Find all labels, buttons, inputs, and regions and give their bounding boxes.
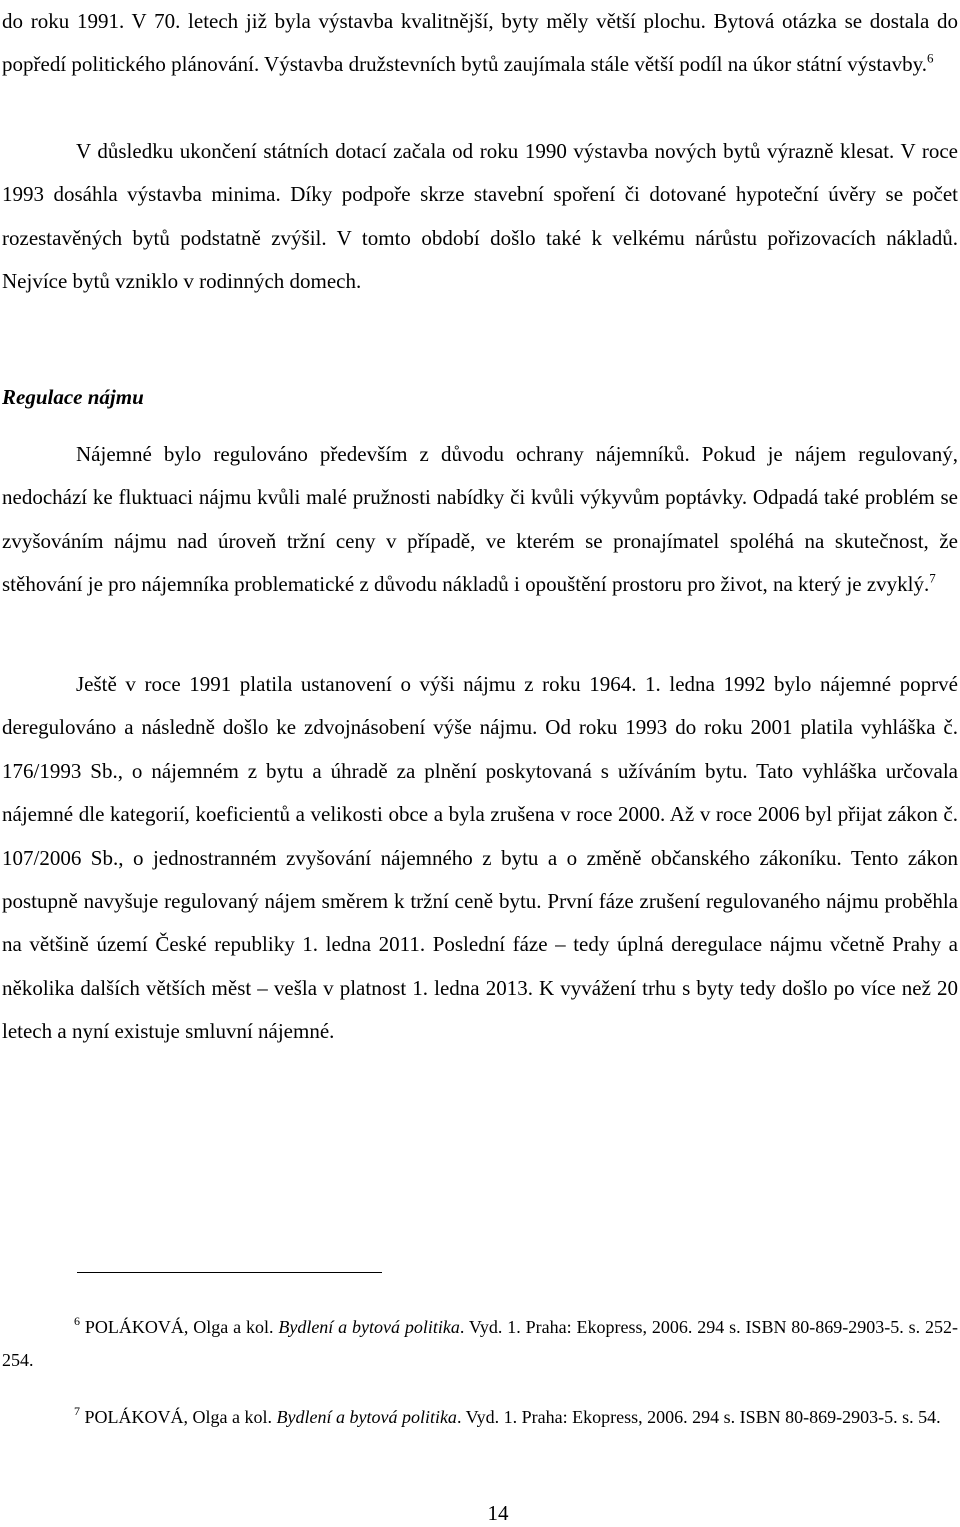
footnote-title: Bydlení a bytová politika [276,1407,457,1427]
section-heading: Regulace nájmu [2,385,144,409]
page-number: 14 [487,1501,509,1525]
footnote-author: POLÁKOVÁ, Olga a kol. [84,1407,272,1427]
footnote-reference[interactable]: 6 [926,50,934,66]
footnote-author: POLÁKOVÁ, Olga a kol. [84,1317,274,1337]
paragraph-rent-regulation [2,433,958,607]
footnote-reference[interactable]: 7 [929,570,936,586]
footnote-separator [77,1272,382,1273]
footnote-number: 7 [74,1404,80,1419]
footnote-details: . Vyd. 1. Praha: Ekopress, 2006. 294 s. ISBN 80-869-2903-5. s. 54. [456,1407,941,1427]
footnote-number: 6 [74,1314,80,1329]
paragraph-housing-decline: V důsledku ukončení státních dotací začala od roku 1990 výstavba nových bytů výrazně klesat. V roce 1993 dosáhla výstavba minima. Díky podpoře skrze stavební spoření či dotované hypoteční úvěry se počet rozestavěných bytů podstatně zvýšil. V tomto období došlo také k velkému nárůstu pořizovacích nákladů. Nejvíce bytů vzniklo v rodinných domech. [2,139,958,294]
paragraph-continuation [2,0,958,87]
paragraph-rent-history: Ještě v roce 1991 platila ustanovení o výši nájmu z roku 1964. 1. ledna 1992 bylo nájemné poprvé deregulováno a následně došlo ke zdvojnásobení výše nájmu. Od roku 1993 do roku 2001 platila vyhláška č. 176/1993 Sb., o nájemném z bytu a úhradě za plnění poskytovaná s užíváním bytu. Tato vyhláška určovala nájemné dle kategorií, koeficientů a velikosti obce a byla zrušena v roce 2000. Až v roce 2006 byl přijat zákon č. 107/2006 Sb., o jednostranném zvyšování nájemného z bytu a o změně občanského zákoníku. Tento zákon postupně navyšuje regulovaný nájem směrem k tržní ceně bytu. První fáze zrušení regulovaného nájmu proběhla na většině území České republiky 1. ledna 2011. Poslední fáze – tedy úplná deregulace nájmu včetně Prahy a několika dalších větších měst – vešla v platnost 1. ledna 2013. K vyvážení trhu s byty tedy došlo po více než 20 letech a nyní existuje smluvní nájemné. [2,672,958,1044]
paragraph-text: do roku 1991. V 70. letech již byla výstavba kvalitnější, byty měly větší plochu. Bytová otázka se dostala do popředí politického plánování. Výstavba družstevních bytů zaujímala stále větší podíl na úkor státní výstavby. [2,9,958,77]
footnote-details: . Vyd. 1. Praha: Ekopress, 2006. 294 s. ISBN 80-869-2903-5. s. 252-254. [2,1317,959,1370]
footnote-6 [2,1311,958,1377]
paragraph-text: Nájemné bylo regulováno především z důvodu ochrany nájemníků. Pokud je nájem regulovaný, nedochází ke fluktuaci nájmu kvůli malé pružnosti nabídky či kvůli výkyvům poptávky. Odpadá také problém se zvyšováním nájmu nad úroveň tržní ceny v případě, ve kterém se pronajímatel spoléhá na skutečnost, že stěhování je pro nájemníka problematické z důvodu nákladů i opouštění prostoru pro život, na který je zvyklý. [2,442,958,597]
footnote-7 [2,1401,958,1434]
footnote-title: Bydlení a bytová politika [278,1317,460,1337]
